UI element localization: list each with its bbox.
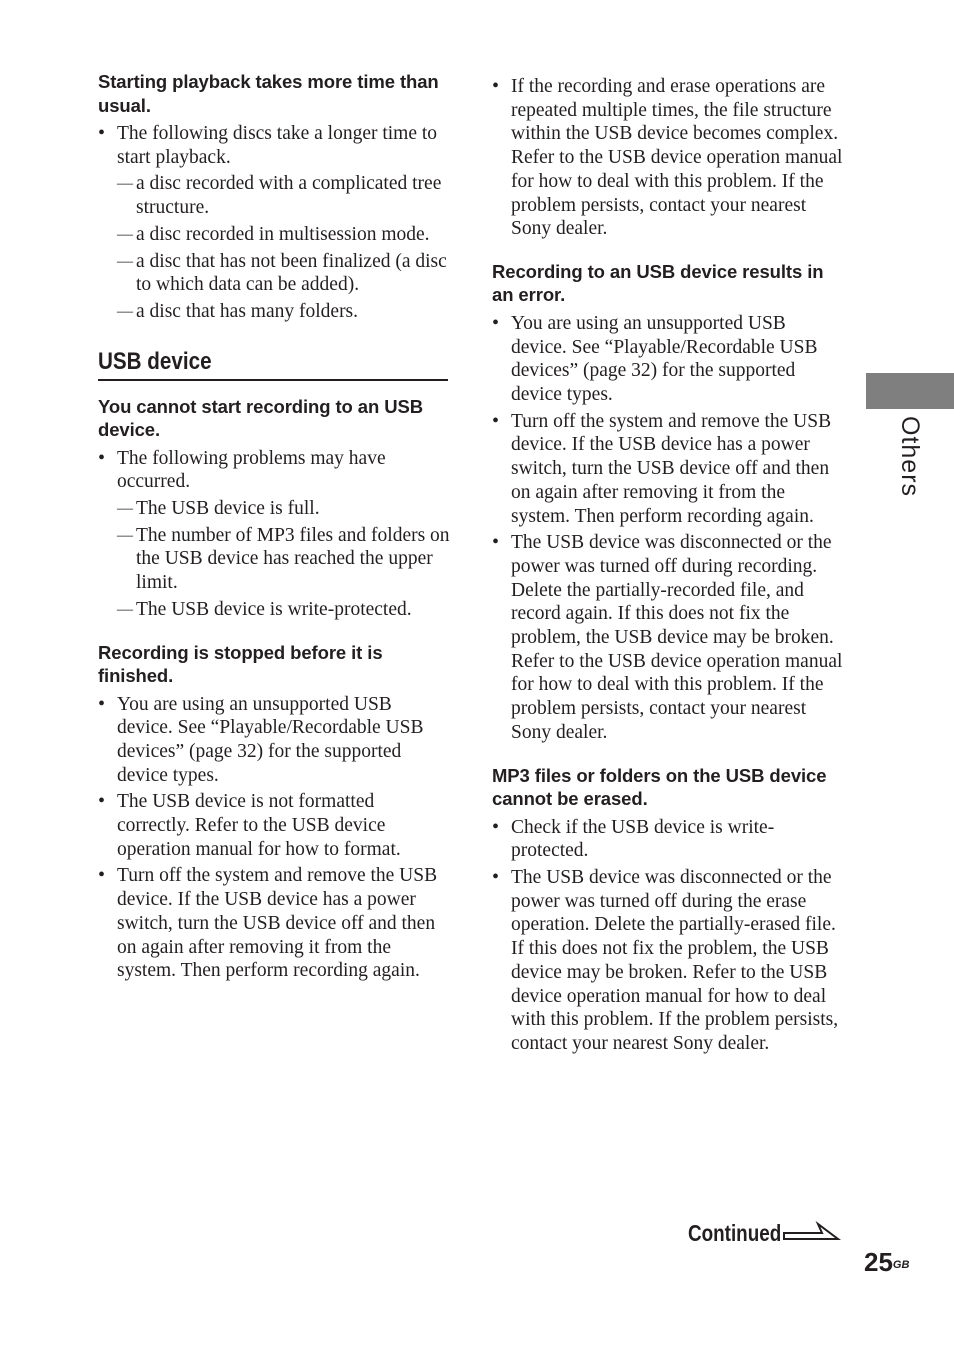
page-number-suffix: GB — [892, 1259, 910, 1271]
bullet-item: • Turn off the system and remove the USB device. If the USB device has a power switch, turn the USB device off and then on again after removing it from the system. Then perform recording again. — [98, 864, 450, 983]
section-rule — [98, 379, 448, 381]
continued-indicator — [688, 1218, 802, 1248]
heading-recording-error: Recording to an USB device results in an error. — [492, 260, 824, 306]
bullet-item: • The following discs take a longer time to start playback. — [98, 122, 450, 169]
dash-item: — a disc recorded with a complicated tree structure. — [98, 172, 450, 219]
bullet-item: • You are using an unsupported USB device. See “Playable/Recordable USB devices” (page 32) for the supported device types. — [492, 312, 844, 407]
bullet-item: • Check if the USB device is write-protected. — [492, 816, 844, 863]
continued-label: Continued — [688, 1219, 782, 1246]
bullet-item: • The USB device was disconnected or the power was turned off during recording. Delete the partially-recorded file, and record again. If this does not fix the problem, the USB device may be broken. Refer to the USB device operation manual for how to deal with this problem. If the problem persists, contact your nearest Sony dealer. — [492, 531, 844, 744]
left-column — [98, 70, 450, 986]
section-title-usb-device: USB device — [98, 347, 212, 375]
heading-playback-slow: Starting playback takes more time than usual. — [98, 71, 439, 116]
dash-item: — a disc that has many folders. — [98, 300, 450, 324]
side-tab-marker — [866, 373, 954, 409]
bullet-item: • If the recording and erase operations are repeated multiple times, the file structure within the USB device becomes complex. Refer to the USB device operation manual for how to deal with this problem. If the problem persists, contact your nearest Sony dealer. — [492, 75, 844, 241]
heading-recording-stopped: Recording is stopped before it is finished. — [98, 641, 383, 687]
bullet-item: • The USB device was disconnected or the power was turned off during the erase operation. Delete the partially-erased file. If this does not fix the problem, the USB device may be broken. Refer to the USB device operation manual for how to deal with this problem. If the problem persists, contact your nearest Sony dealer. — [492, 866, 844, 1056]
dash-item: — a disc recorded in multisession mode. — [98, 223, 450, 247]
side-tab-label: Others — [896, 416, 924, 498]
arrow-right-icon — [782, 1220, 842, 1244]
page-number-value: 25 — [864, 1247, 893, 1277]
dash-item: — a disc that has not been finalized (a disc to which data can be added). — [98, 250, 450, 297]
heading-cannot-record: You cannot start recording to an USB device. — [98, 395, 423, 441]
heading-cannot-erase: MP3 files or folders on the USB device cannot be erased. — [492, 764, 827, 810]
bullet-item: • The following problems may have occurred. — [98, 447, 450, 494]
right-column — [492, 75, 844, 1059]
page-number — [864, 1245, 909, 1279]
bullet-item: • You are using an unsupported USB device. See “Playable/Recordable USB devices” (page 32) for the supported device types. — [98, 693, 450, 788]
dash-item: — The number of MP3 files and folders on the USB device has reached the upper limit. — [98, 524, 450, 595]
dash-item: — The USB device is full. — [98, 497, 450, 521]
bullet-item: • Turn off the system and remove the USB device. If the USB device has a power switch, turn the USB device off and then on again after removing it from the system. Then perform recording again. — [492, 410, 844, 529]
bullet-item: • The USB device is not formatted correctly. Refer to the USB device operation manual for how to format. — [98, 790, 450, 861]
dash-item: — The USB device is write-protected. — [98, 598, 450, 622]
